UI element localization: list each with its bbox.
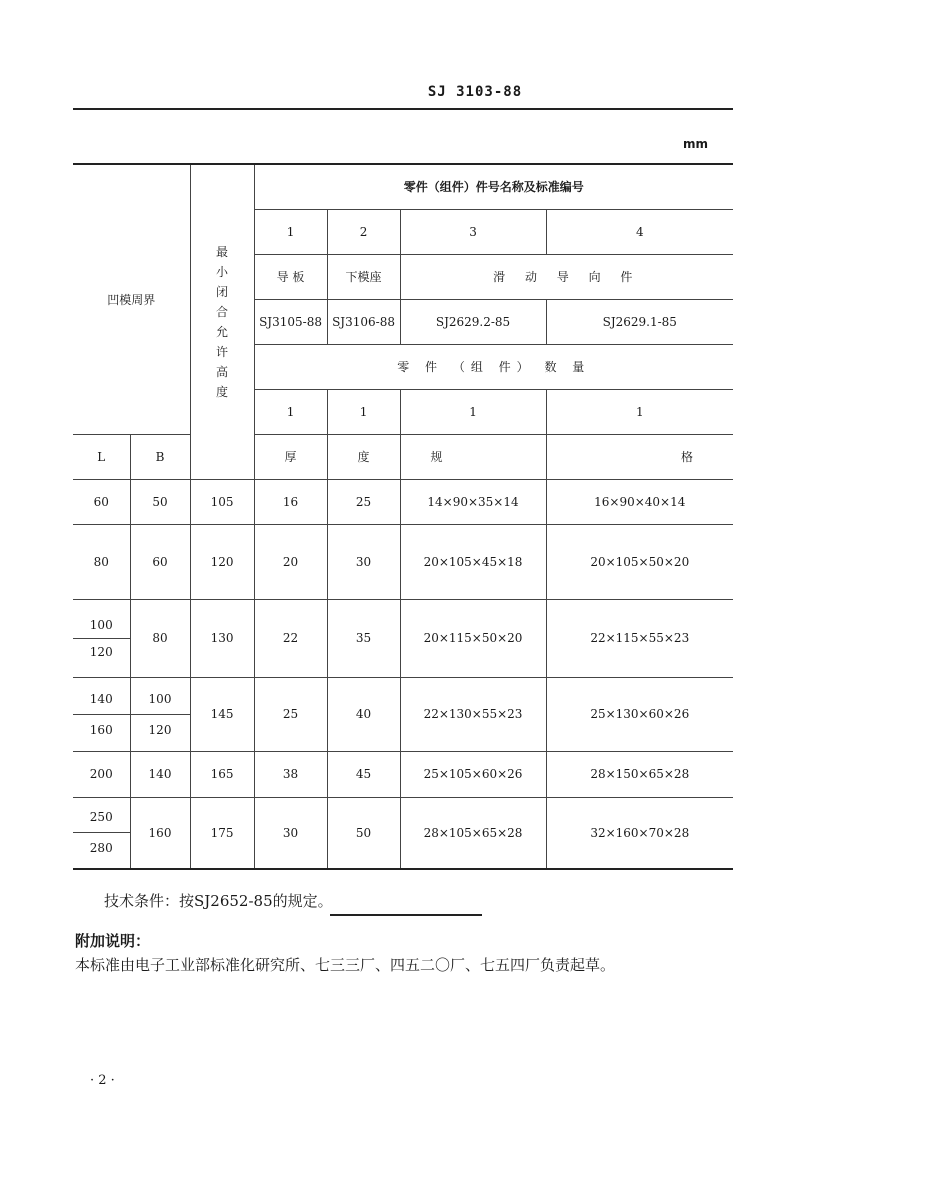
- cell-s3: 14×90×35×14: [400, 479, 546, 524]
- table-row: [73, 797, 733, 869]
- cell-t2: 25: [327, 479, 400, 524]
- part-number-3: 3: [400, 209, 546, 254]
- unit-label: mm: [683, 137, 709, 151]
- cell-L: 200: [73, 751, 130, 797]
- note-rule: [330, 914, 482, 916]
- page-number: · 2 ·: [90, 1073, 115, 1088]
- cell-s3: 25×105×60×26: [400, 751, 546, 797]
- cell-t2: 40: [327, 677, 400, 751]
- cell-H: 175: [190, 797, 254, 869]
- table-row: [73, 524, 733, 599]
- cell-s4: 16×90×40×14: [546, 479, 733, 524]
- cell-s4: 25×130×60×26: [546, 677, 733, 751]
- additional-text: 本标准由电子工业部标准化研究所、七三三厂、四五二〇厂、七五四厂负责起草。: [75, 956, 616, 974]
- cell-L: 80: [73, 524, 130, 599]
- qty-title: 零 件 （组 件） 数 量: [254, 344, 733, 389]
- cell-H: 145: [190, 677, 254, 751]
- part-name-2: 下模座: [327, 254, 400, 299]
- qty-4: 1: [546, 389, 733, 434]
- cell-L-top: 250: [89, 810, 113, 825]
- col-gui: 规: [400, 434, 546, 479]
- parts-table: [73, 163, 733, 870]
- part-std-4: SJ2629.1-85: [546, 299, 733, 344]
- part-std-3: SJ2629.2-85: [400, 299, 546, 344]
- cell-s3: 22×130×55×23: [400, 677, 546, 751]
- cell-t1: 22: [254, 599, 327, 677]
- header-rule: [73, 108, 733, 110]
- cell-s4: 20×105×50×20: [546, 524, 733, 599]
- table-row: [73, 479, 733, 524]
- part-std-2: SJ3106-88: [327, 299, 400, 344]
- part-name-3: 滑 动 导 向 件: [400, 254, 733, 299]
- standard-number: SJ 3103-88: [427, 84, 523, 100]
- cell-H: 165: [190, 751, 254, 797]
- table-row: [73, 599, 733, 677]
- cell-L-top: 100: [89, 617, 113, 632]
- additional-heading: 附加说明：: [75, 932, 151, 950]
- col-thick: 厚: [254, 434, 327, 479]
- cell-t2: 35: [327, 599, 400, 677]
- tech-note: 技术条件：按SJ2652-85的规定。: [104, 892, 333, 910]
- cell-t2: 50: [327, 797, 400, 869]
- part-std-1: SJ3105-88: [254, 299, 327, 344]
- cell-s3: 20×105×45×18: [400, 524, 546, 599]
- cell-t1: 20: [254, 524, 327, 599]
- part-number-2: 2: [327, 209, 400, 254]
- cell-s4: 32×160×70×28: [546, 797, 733, 869]
- col-L: L: [73, 434, 130, 479]
- cell-L: [73, 797, 130, 869]
- part-name-1: 导 板: [254, 254, 327, 299]
- col-ge: 格: [546, 434, 733, 479]
- col-B: B: [130, 434, 190, 479]
- cell-t2: 45: [327, 751, 400, 797]
- col-du: 度: [327, 434, 400, 479]
- cell-s3: 28×105×65×28: [400, 797, 546, 869]
- cell-B: 140: [130, 751, 190, 797]
- cell-t1: 30: [254, 797, 327, 869]
- cell-L: [73, 677, 130, 751]
- qty-1: 1: [254, 389, 327, 434]
- part-number-1: 1: [254, 209, 327, 254]
- cell-B-top: 100: [148, 691, 172, 706]
- cell-s4: 28×150×65×28: [546, 751, 733, 797]
- cell-L-bottom: 280: [73, 832, 130, 863]
- cell-t1: 16: [254, 479, 327, 524]
- cell-B: 60: [130, 524, 190, 599]
- cell-L-bottom: 120: [73, 638, 130, 665]
- cell-t1: 38: [254, 751, 327, 797]
- cell-H: 130: [190, 599, 254, 677]
- cell-H: 120: [190, 524, 254, 599]
- cell-B-bottom: 120: [131, 714, 190, 745]
- cell-s4: 22×115×55×23: [546, 599, 733, 677]
- parts-title: 零件（组件）件号名称及标准编号: [254, 164, 733, 209]
- height-header: 最小闭合允许高度: [190, 164, 254, 479]
- qty-3: 1: [400, 389, 546, 434]
- cell-t2: 30: [327, 524, 400, 599]
- part-number-4: 4: [546, 209, 733, 254]
- cell-B: 160: [130, 797, 190, 869]
- cell-B: 80: [130, 599, 190, 677]
- cell-s3: 20×115×50×20: [400, 599, 546, 677]
- cell-L: [73, 599, 130, 677]
- table-row: [73, 677, 733, 751]
- cell-t1: 25: [254, 677, 327, 751]
- qty-2: 1: [327, 389, 400, 434]
- cell-L-bottom: 160: [73, 714, 130, 745]
- cell-B: [130, 677, 190, 751]
- cell-H: 105: [190, 479, 254, 524]
- cell-L-top: 140: [89, 691, 113, 706]
- table-row: [73, 751, 733, 797]
- left-header: 凹模周界: [73, 164, 190, 434]
- cell-L: 60: [73, 479, 130, 524]
- cell-B: 50: [130, 479, 190, 524]
